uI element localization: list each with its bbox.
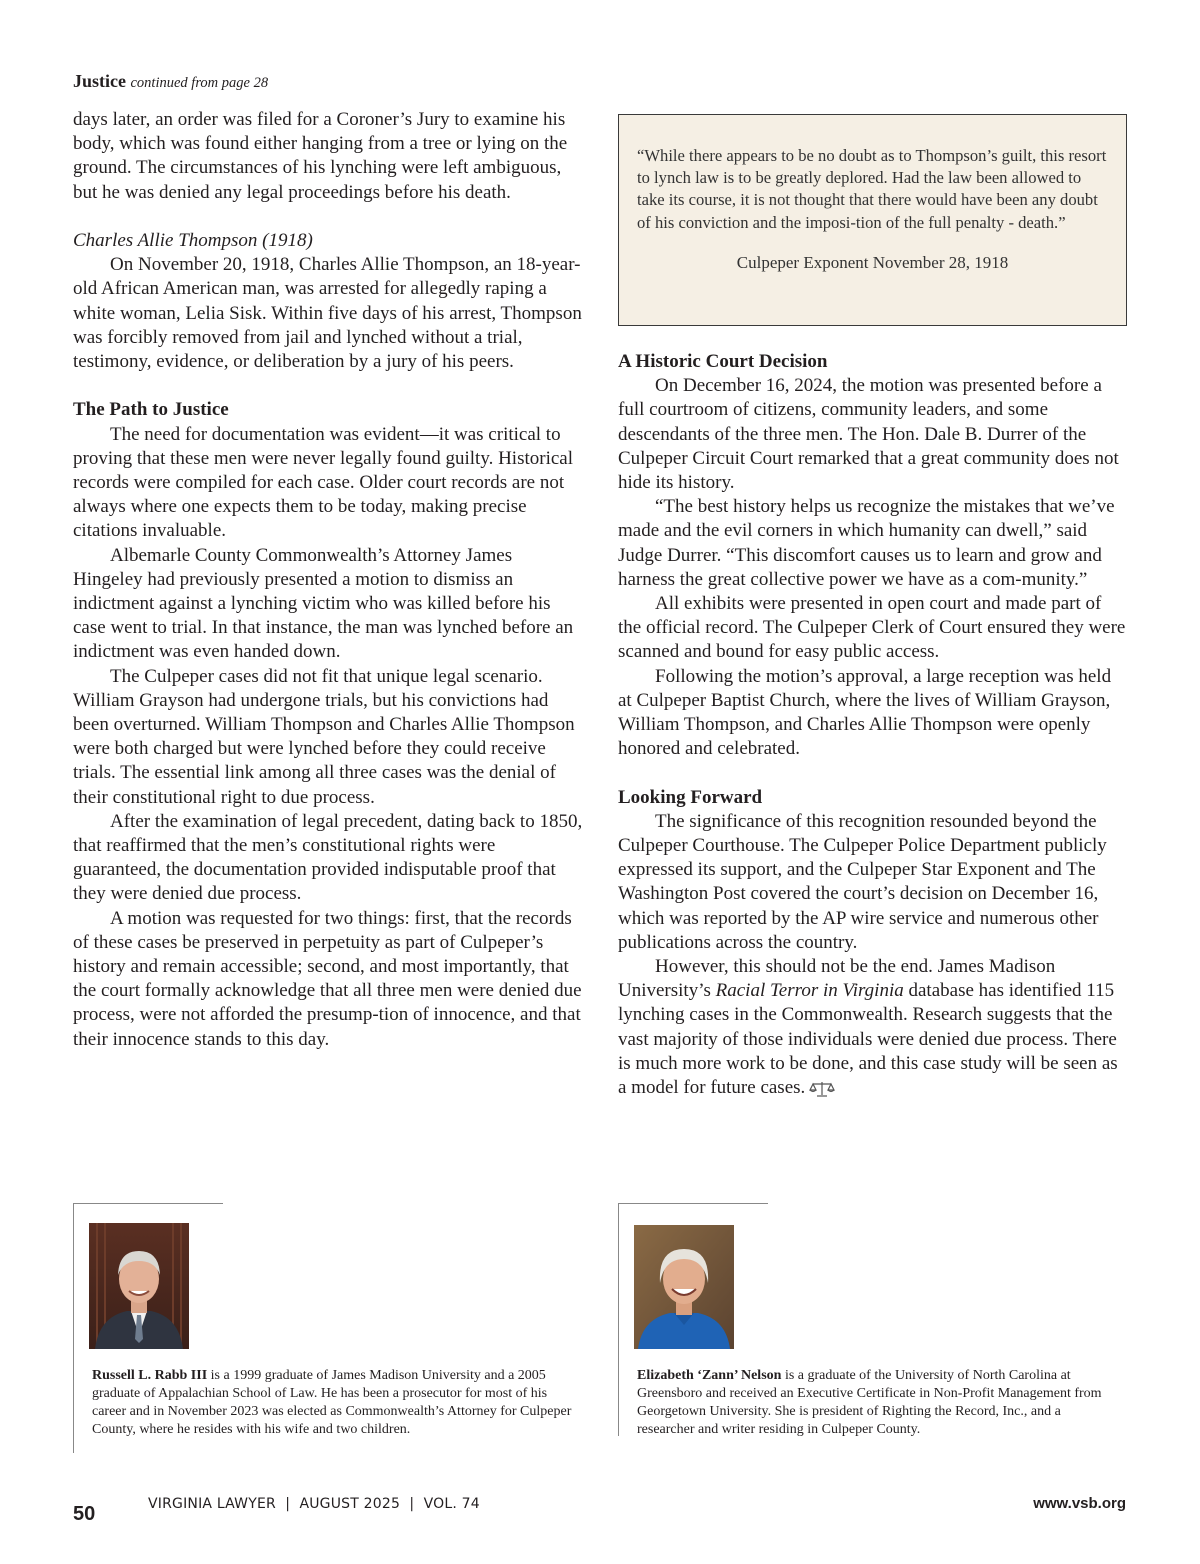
section-heading: A Historic Court Decision [618, 351, 828, 372]
left-column [73, 108, 583, 1052]
paragraph: After the examination of legal precedent, dating back to 1850, that reaffirmed that the men’s constitutional rights were guaranteed, the documentation provided indisputable proof that they were denied due process. [73, 810, 583, 905]
bio-text: Elizabeth ‘Zann’ Nelson is a graduate of the University of North Carolina at Greensboro and received an Executive Certificate in Non-Profit Management from Georgetown University. She is president of Righting the Record, Inc., and a researcher and writer residing in Culpeper County. [637, 1368, 1102, 1437]
website-link[interactable]: www.vsb.org [1033, 1495, 1126, 1512]
database-title: Racial Terror in Virginia [715, 980, 904, 1002]
paragraph: The need for documentation was evident—it was critical to proving that these men were never legally found guilty. Historical records were compiled for each case. Older court records are not always where one expects them to be today, making precise citations invaluable. [73, 423, 574, 542]
paragraph: days later, an order was filed for a Coroner’s Jury to examine his body, which was found either hanging from a tree or lying on the ground. The circumstances of his lynching were left ambiguous, but he was denied any legal proceedings before his death. [73, 109, 568, 203]
author-photo [634, 1225, 734, 1349]
author-name: Elizabeth ‘Zann’ Nelson [637, 1368, 782, 1383]
author-photo [89, 1223, 189, 1349]
quote-text: “While there appears to be no doubt as to Thompson’s guilt, this resort to lynch law is to be greatly deplored. Had the law been allowed to take its course, it is not thought that there would have been any doubt of his conviction and the imposi-tion of the full penalty - death.” [637, 146, 1107, 232]
paragraph: A motion was requested for two things: first, that the records of these cases be preserved in perpetuity as part of Culpeper’s history and remain accessible; second, and most importantly, that the court formally acknowledge that all three men were denied due process, were not afforded the presump-tion of innocence, and that their innocence stands to this day. [73, 907, 582, 1050]
page-number: 50 [73, 1503, 96, 1525]
paragraph: Albemarle County Commonwealth’s Attorney James Hingeley had previously presented a motion to dismiss an indictment against a lynching victim who was killed before his case went to trial. In that instance, the man was lynched before an indictment was even handed down. [73, 544, 574, 663]
section-title: Justice [73, 71, 126, 91]
paragraph: The significance of this recognition resounded beyond the Culpeper Courthouse. The Culpeper Police Department publicly expressed its support, and the Culpeper Star Exponent and The Washington Post covered the court’s decision on December 16, which was reported by the AP wire service and numerous other publications across the country. [618, 810, 1107, 953]
paragraph: The Culpeper cases did not fit that unique legal scenario. William Grayson had undergone trials, but his convictions had been overturned. William Thompson and Charles Allie Thompson were both charged but were lynched before they could receive trials. The essential link among all three cases was the denial of their constitutional right to due process. [73, 665, 575, 808]
quote-source: Culpeper Exponent November 28, 1918 [736, 252, 1009, 272]
right-column [618, 350, 1128, 1100]
continued-note: continued from page 28 [130, 75, 269, 91]
author-name: Russell L. Rabb III [92, 1368, 208, 1383]
paragraph: All exhibits were presented in open court and made part of the official record. The Culpeper Clerk of Court ensured they were scanned and bound for easy public access. [618, 593, 1126, 663]
running-header [73, 70, 268, 94]
paragraph: Following the motion’s approval, a large reception was held at Culpeper Baptist Church, where the lives of William Grayson, William Thompson, and Charles Allie Thompson were openly honored and celebrated. [618, 665, 1112, 760]
paragraph: “The best history helps us recognize the mistakes that we’ve made and the evil corners in which humanity can dwell,” said Judge Durrer. “This discomfort causes us to learn and grow and harness the great collective power we have as a com-munity.” [618, 496, 1115, 590]
case-heading: Charles Allie Thompson (1918) [73, 230, 313, 251]
section-heading: Looking Forward [618, 786, 763, 808]
paragraph: On November 20, 1918, Charles Allie Thompson, an 18-year-old African American man, was arrested for allegedly raping a white woman, Lelia Sisk. Within five days of his arrest, Thompson was forcibly removed from jail and lynched without a trial, testimony, evidence, or deliberation by a jury of his peers. [73, 254, 582, 373]
section-heading: The Path to Justice [73, 399, 229, 421]
pull-quote [618, 114, 1127, 326]
bio-text: Russell L. Rabb III is a 1999 graduate of James Madison University and a 2005 graduate of Appalachian School of Law. He has been a prosecutor for most of his career and in November 2023 was elected as Commonwealth’s Attorney for Culpeper County, where he resides with his wife and two children. [92, 1368, 572, 1437]
publication-line: VIRGINIA LAWYER | AUGUST 2025 | VOL. 74 [148, 1496, 480, 1512]
paragraph: On December 16, 2024, the motion was presented before a full courtroom of citizens, community leaders, and some descendants of the three men. The Hon. Dale B. Durrer of the Culpeper Circuit Court remarked that a great community does not hide its history. [618, 375, 1119, 494]
scales-of-justice-icon [809, 1080, 835, 1098]
paragraph: However, this should not be the end. James Madison University’s Racial Terror in Virginia database has identified 115 lynching cases in the Commonwealth. Research suggests that the vast majority of those individuals were denied due process. There is much more work to be done, and this case study will be seen as a model for future cases. [618, 956, 1118, 1099]
